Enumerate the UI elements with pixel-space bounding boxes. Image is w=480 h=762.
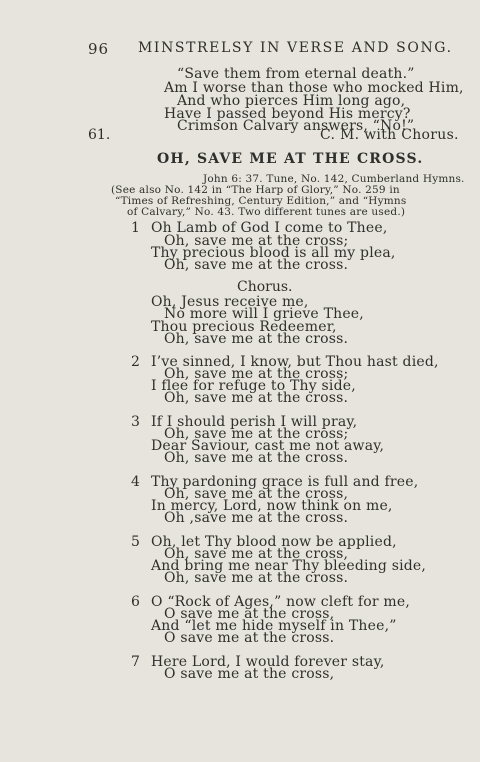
verse-line: And bring me near Thy bleeding side, xyxy=(151,558,427,574)
verse-line: Oh Lamb of God I come to Thee, xyxy=(151,220,388,236)
verse-number: 1 xyxy=(131,220,140,236)
verse-line: Thy pardoning grace is full and free, xyxy=(151,474,419,490)
verse-number: 4 xyxy=(131,474,140,490)
running-head: MINSTRELSY IN VERSE AND SONG. xyxy=(138,40,453,56)
verse-number: 3 xyxy=(131,414,140,430)
page-number: 96 xyxy=(88,40,110,58)
verse-line: O save me at the cross, xyxy=(164,666,335,682)
verse-number: 6 xyxy=(131,594,140,610)
verse-number: 5 xyxy=(131,534,140,550)
verse-line: O “Rock of Ages,” now cleft for me, xyxy=(151,594,410,610)
chorus-line: No more will I grieve Thee, xyxy=(164,306,364,322)
verse-line: O save me at the cross. xyxy=(164,630,335,646)
hymn-meter: C. M. with Chorus. xyxy=(320,127,459,143)
verse-line: Here Lord, I would forever stay, xyxy=(151,654,385,670)
verse-line: Oh, let Thy blood now be applied, xyxy=(151,534,397,550)
verse-line: Thy precious blood is all my plea, xyxy=(151,245,396,261)
previous-hymn-line: Am I worse than those who mocked Him, xyxy=(164,80,464,96)
hymn-reference-line: “Times of Refreshing, Century Edition,” and “Hymns xyxy=(115,195,407,207)
previous-hymn-line: And who pierces Him long ago, xyxy=(177,93,406,109)
previous-hymn-line: Crimson Calvary answers, “No!” xyxy=(177,118,415,134)
verse-line: And “let me hide myself in Thee,” xyxy=(151,618,397,634)
verse-line: Oh, save me at the cross; xyxy=(164,366,349,382)
hymn-reference-line: of Calvary,” No. 43. Two different tunes are used.) xyxy=(127,206,406,218)
verse-line: Oh, save me at the cross. xyxy=(164,570,349,586)
verse-line: Oh, save me at the cross. xyxy=(164,257,349,273)
verse-line: O save me at the cross, xyxy=(164,606,335,622)
verse-line: Oh, save me at the cross, xyxy=(164,486,349,502)
verse-line: In mercy, Lord, now think on me, xyxy=(151,498,393,514)
previous-hymn-line: Have I passed beyond His mercy? xyxy=(164,106,411,122)
verse-line: Oh ,save me at the cross. xyxy=(164,510,349,526)
verse-line: I flee for refuge to Thy side, xyxy=(151,378,356,394)
hymn-reference-line: (See also No. 142 in “The Harp of Glory,” No. 259 in xyxy=(111,184,400,196)
verse-number: 2 xyxy=(131,354,140,370)
chorus-line: Thou precious Redeemer, xyxy=(151,319,337,335)
verse-line: If I should perish I will pray, xyxy=(151,414,358,430)
verse-line: Oh, save me at the cross. xyxy=(164,450,349,466)
hymn-title: OH, SAVE ME AT THE CROSS. xyxy=(157,151,424,167)
hymn-number: 61. xyxy=(88,127,111,143)
previous-hymn-line: “Save them from eternal death.” xyxy=(177,66,415,82)
verse-line: Oh, save me at the cross; xyxy=(164,426,349,442)
verse-line: Oh, save me at the cross; xyxy=(164,233,349,249)
verse-line: Oh, save me at the cross, xyxy=(164,546,349,562)
hymn-reference-line: John 6: 37. Tune, No. 142, Cumberland Hymns. xyxy=(203,173,465,185)
page-header xyxy=(0,40,480,60)
verse-line: Oh, save me at the cross. xyxy=(164,390,349,406)
chorus-label: Chorus. xyxy=(237,279,293,295)
verse-number: 7 xyxy=(131,654,140,670)
chorus-line: Oh, save me at the cross. xyxy=(164,331,349,347)
verse-line: I’ve sinned, I know, but Thou hast died, xyxy=(151,354,439,370)
chorus-line: Oh, Jesus receive me, xyxy=(151,294,309,310)
verse-line: Dear Saviour, cast me not away, xyxy=(151,438,385,454)
